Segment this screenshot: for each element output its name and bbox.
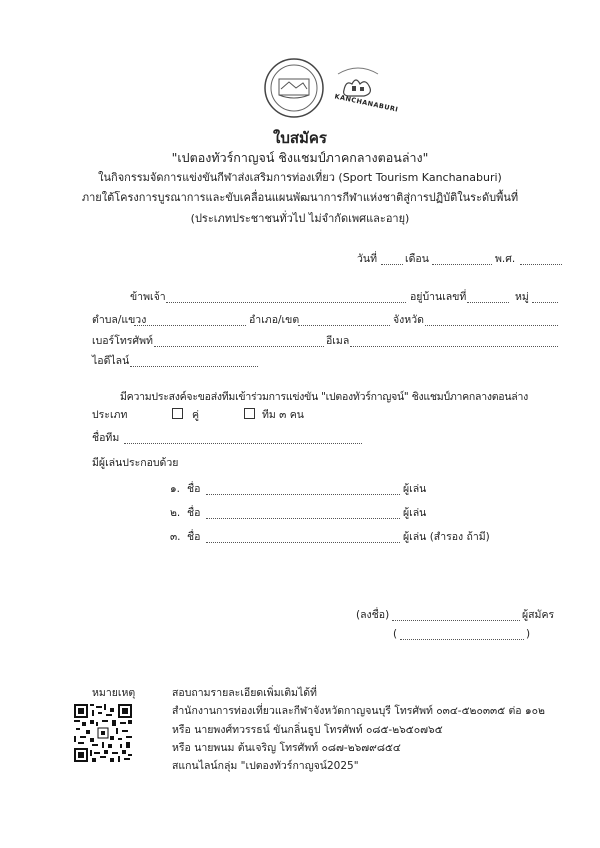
phone-field[interactable]	[154, 336, 324, 347]
province-label: จังหวัด	[393, 314, 424, 326]
logo-right-text: KANCHANABURI	[333, 92, 399, 114]
member-2-name-field[interactable]	[206, 508, 400, 519]
team-name-label: ชื่อทีม	[92, 432, 120, 444]
province-field[interactable]	[425, 315, 558, 326]
note-label: หมายเหตุ	[92, 687, 136, 699]
team-checkbox[interactable]	[244, 408, 255, 419]
project-line: ภายใต้โครงการบูรณาการและขับเคลื่อนแผนพัฒนาการกีฬาแห่งชาติสู่การปฏิบัติในระดับพื้นที่	[81, 191, 519, 204]
sign-label: (ลงชื่อ)	[356, 609, 390, 621]
member-1-number: ๑.	[170, 483, 181, 495]
date-day-label: วันที่	[357, 253, 377, 265]
member-3-name-label: ชื่อ	[187, 531, 201, 543]
moo-label: หมู่	[515, 291, 529, 303]
member-3-number: ๓.	[170, 531, 181, 543]
house-label: อยู่บ้านเลขที่	[410, 291, 467, 303]
applicant-label: ผู้สมัคร	[522, 609, 555, 621]
email-label: อีเมล	[326, 335, 350, 347]
team-name-field[interactable]	[124, 433, 362, 444]
district-label: อำเภอ/เขต	[249, 314, 300, 326]
phone-label: เบอร์โทรศัพท์	[92, 335, 153, 347]
date-month-field[interactable]	[432, 254, 492, 265]
district-field[interactable]	[298, 315, 390, 326]
print-name-open-paren: (	[393, 628, 398, 640]
member-2-role: ผู้เล่น	[403, 507, 427, 519]
member-2-number: ๒.	[170, 507, 181, 519]
type-label: ประเภท	[92, 409, 128, 421]
member-1-role: ผู้เล่น	[403, 483, 427, 495]
team-option-label: ทีม ๓ คน	[262, 409, 304, 421]
category-line: (ประเภทประชาชนทั่วไป ไม่จำกัดเพศและอายุ)	[190, 212, 410, 225]
moo-field[interactable]	[532, 292, 558, 303]
signature-field[interactable]	[392, 610, 520, 621]
subdistrict-label: ตำบล/แขวง	[92, 314, 147, 326]
pair-checkbox[interactable]	[172, 408, 183, 419]
line-id-field[interactable]	[130, 356, 258, 367]
pair-option-label: คู่	[192, 409, 200, 421]
subdistrict-field[interactable]	[134, 315, 246, 326]
line-group-qr-code[interactable]	[74, 704, 132, 762]
form-title: ใบสมัคร	[273, 129, 327, 147]
event-name: "เปตองทัวร์กาญจน์ ชิงแชมป์ภาคกลางตอนล่าง"	[171, 150, 429, 165]
date-year-label: พ.ศ.	[495, 253, 516, 265]
footer-line-1: สอบถามรายละเอียดเพิ่มเติมได้ที่	[172, 687, 317, 699]
footer-line-4: หรือ นายพนม ต้นเจริญ โทรศัพท์ ๐๘๗-๒๖๗๙๘๕๔	[172, 742, 401, 754]
member-3-role: ผู้เล่น (สำรอง ถ้ามี)	[403, 531, 490, 543]
footer-line-5: สแกนไลน์กลุ่ม "เปตองทัวร์กาญจน์2025"	[172, 760, 359, 772]
footer-line-2: สำนักงานการท่องเที่ยวและกีฬาจังหวัดกาญจนบุรี โทรศัพท์ ๐๓๔-๕๒๐๓๓๕ ต่อ ๑๐๒	[172, 705, 545, 717]
member-1-name-field[interactable]	[206, 484, 400, 495]
member-1-name-label: ชื่อ	[187, 483, 201, 495]
members-label: มีผู้เล่นประกอบด้วย	[92, 457, 179, 469]
member-3-name-field[interactable]	[206, 532, 400, 543]
member-2-name-label: ชื่อ	[187, 507, 201, 519]
activity-line: ในกิจกรรมจัดการแข่งขันกีฬาส่งเสริมการท่องเที่ยว (Sport Tourism Kanchanaburi)	[98, 171, 502, 184]
email-field[interactable]	[350, 336, 558, 347]
date-year-field[interactable]	[520, 254, 562, 265]
logo-left	[263, 57, 325, 119]
name-label: ข้าพเจ้า	[130, 291, 166, 303]
print-name-field[interactable]	[400, 629, 524, 640]
name-field[interactable]	[166, 292, 406, 303]
date-month-label: เดือน	[405, 253, 429, 265]
intent-text: มีความประสงค์จะขอส่งทีมเข้าร่วมการแข่งขัน "เปตองทัวร์กาญจน์" ชิงแชมป์ภาคกลางตอนล่าง	[120, 391, 528, 403]
footer-line-3: หรือ นายพงศ์ทวรรธน์ ขันกลิ่นธูป โทรศัพท์ ๐๘๕-๒๖๕๐๗๖๕	[172, 724, 443, 736]
date-day-field[interactable]	[381, 254, 403, 265]
line-id-label: ไอดีไลน์	[92, 355, 130, 367]
print-name-close-paren: )	[526, 628, 531, 640]
house-field[interactable]	[467, 292, 509, 303]
